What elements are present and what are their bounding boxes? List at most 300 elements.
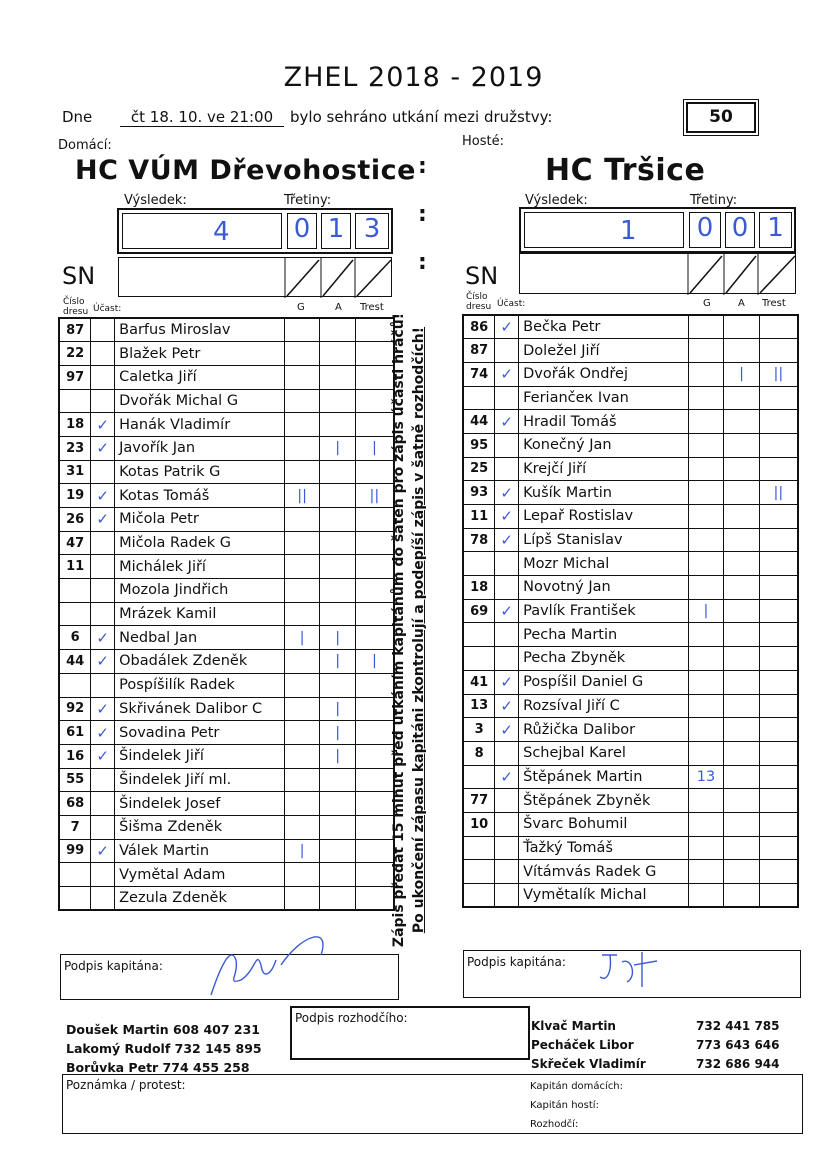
guest-period-1-cell <box>689 212 721 248</box>
home-player-a <box>320 460 356 484</box>
home-player-a <box>320 508 356 532</box>
home-player-row <box>59 697 394 721</box>
guest-player-a <box>724 647 760 671</box>
guest-player-name: Lepař Rostislav <box>519 505 689 529</box>
home-player-num: 11 <box>59 555 91 579</box>
guest-player-chk: ✓ <box>495 505 519 529</box>
guest-col-attendance: Účast: <box>497 299 526 309</box>
guest-player-row <box>463 812 798 836</box>
home-player-chk <box>91 792 115 816</box>
home-player-num: 47 <box>59 531 91 555</box>
guest-team-name: HC Tršice <box>545 153 706 188</box>
guest-player-g <box>688 860 724 884</box>
home-player-g <box>284 555 320 579</box>
home-player-name: Caletka Jiří <box>115 365 285 389</box>
home-player-a <box>320 365 356 389</box>
guest-player-row <box>463 505 798 529</box>
home-player-g <box>284 768 320 792</box>
guest-player-num <box>463 836 495 860</box>
referees-right-phones <box>696 1017 780 1074</box>
home-player-t: | <box>355 650 394 674</box>
guest-player-name: Schejbal Karel <box>519 741 689 765</box>
guest-player-t <box>759 315 798 339</box>
home-player-name: Dvořák Michal G <box>115 389 285 413</box>
home-player-num <box>59 389 91 413</box>
guest-player-t <box>759 860 798 884</box>
guest-player-row <box>463 741 798 765</box>
guest-periods-label: Třetiny: <box>690 193 738 208</box>
home-period-2-cell <box>321 213 351 249</box>
sign-labels <box>530 1077 623 1134</box>
guest-player-row <box>463 315 798 339</box>
guest-player-row <box>463 623 798 647</box>
guest-period-3: 1 <box>767 213 784 243</box>
home-player-row <box>59 342 394 366</box>
guest-captain-label: Podpis kapitána: <box>467 955 566 969</box>
guest-player-t <box>759 647 798 671</box>
home-col-penalty: Trest <box>360 302 384 313</box>
guest-player-name: Vymětalík Michal <box>519 884 689 908</box>
guest-player-a <box>724 694 760 718</box>
home-player-g <box>284 744 320 768</box>
home-col-number: Číslo dresu <box>63 297 89 317</box>
guest-player-a <box>724 505 760 529</box>
guest-player-num: 41 <box>463 670 495 694</box>
guest-player-row <box>463 386 798 410</box>
guest-player-t <box>759 576 798 600</box>
guest-player-name: Feriančeк Ivan <box>519 386 689 410</box>
home-col-a: A <box>335 302 342 313</box>
guest-sn-box <box>519 253 796 294</box>
home-periods-label: Třetiny: <box>284 193 332 208</box>
guest-player-row <box>463 694 798 718</box>
guest-player-num: 95 <box>463 433 495 457</box>
guest-player-row <box>463 457 798 481</box>
home-player-row <box>59 768 394 792</box>
home-player-g <box>284 508 320 532</box>
home-player-chk <box>91 318 115 342</box>
home-player-g <box>284 413 320 437</box>
guest-player-num: 8 <box>463 741 495 765</box>
guest-col-penalty: Trest <box>762 298 786 309</box>
home-player-g <box>284 579 320 603</box>
home-player-num: 97 <box>59 365 91 389</box>
home-player-a <box>320 815 356 839</box>
guest-player-num: 78 <box>463 528 495 552</box>
guest-player-num: 10 <box>463 812 495 836</box>
home-player-num <box>59 579 91 603</box>
guest-player-t <box>759 505 798 529</box>
guest-player-chk <box>495 836 519 860</box>
guest-player-chk <box>495 457 519 481</box>
guest-player-num: 3 <box>463 718 495 742</box>
guest-player-chk <box>495 647 519 671</box>
home-player-g <box>284 436 320 460</box>
guest-player-row <box>463 576 798 600</box>
home-player-num: 68 <box>59 792 91 816</box>
home-player-num: 16 <box>59 744 91 768</box>
home-player-g <box>284 365 320 389</box>
home-player-name: Šindelek Jiří ml. <box>115 768 285 792</box>
guest-player-row <box>463 647 798 671</box>
guest-score: 1 <box>620 216 637 246</box>
home-player-chk: ✓ <box>91 650 115 674</box>
guest-player-a <box>724 860 760 884</box>
guest-player-g <box>688 552 724 576</box>
home-player-num: 44 <box>59 650 91 674</box>
home-player-num: 19 <box>59 484 91 508</box>
guest-player-row <box>463 884 798 908</box>
home-player-chk <box>91 863 115 887</box>
guest-player-a <box>724 670 760 694</box>
guest-player-g <box>688 576 724 600</box>
home-player-t <box>355 887 394 911</box>
guest-player-a <box>724 410 760 434</box>
referee-left-3: Borůvka Petr 774 455 258 <box>66 1060 250 1075</box>
guest-player-num: 77 <box>463 789 495 813</box>
home-player-name: Zezula Zdeněk <box>115 887 285 911</box>
guest-player-num <box>463 552 495 576</box>
guest-player-name: Bečka Petr <box>519 315 689 339</box>
home-player-a <box>320 602 356 626</box>
home-player-name: Sovadina Petr <box>115 721 285 745</box>
guest-player-chk: ✓ <box>495 694 519 718</box>
home-player-g <box>284 697 320 721</box>
home-player-name: Válek Martin <box>115 839 285 863</box>
home-player-name: Hanák Vladimír <box>115 413 285 437</box>
home-player-name: Nedbal Jan <box>115 626 285 650</box>
home-player-row <box>59 626 394 650</box>
home-player-num: 26 <box>59 508 91 532</box>
home-player-name: Šišma Zdeněk <box>115 815 285 839</box>
home-player-row <box>59 721 394 745</box>
guest-player-num: 44 <box>463 410 495 434</box>
guest-player-t <box>759 599 798 623</box>
guest-player-name: Kušík Martin <box>519 481 689 505</box>
guest-player-g <box>688 339 724 363</box>
home-player-row <box>59 650 394 674</box>
home-player-t <box>355 792 394 816</box>
guest-player-chk: ✓ <box>495 481 519 505</box>
referee-right-phone-3: 732 686 944 <box>696 1057 780 1071</box>
guest-player-a <box>724 623 760 647</box>
home-player-num <box>59 863 91 887</box>
home-player-t <box>355 413 394 437</box>
guest-player-g <box>688 528 724 552</box>
home-player-chk <box>91 531 115 555</box>
home-player-name: Mičola Petr <box>115 508 285 532</box>
home-sn-box <box>118 257 392 297</box>
home-player-a: | <box>320 721 356 745</box>
guest-player-a <box>724 836 760 860</box>
home-player-g <box>284 650 320 674</box>
home-player-name: Barfus Miroslav <box>115 318 285 342</box>
guest-player-num: 69 <box>463 599 495 623</box>
guest-player-t <box>759 528 798 552</box>
guest-player-name: Štěpánek Martin <box>519 765 689 789</box>
home-player-chk <box>91 815 115 839</box>
home-player-row <box>59 863 394 887</box>
guest-player-name: Štěpánek Zbyněk <box>519 789 689 813</box>
referees-left <box>66 1020 262 1077</box>
home-player-row <box>59 436 394 460</box>
referee-right-phone-1: 732 441 785 <box>696 1019 780 1033</box>
guest-player-chk <box>495 812 519 836</box>
home-player-chk: ✓ <box>91 626 115 650</box>
home-player-g: | <box>284 839 320 863</box>
home-player-chk <box>91 555 115 579</box>
home-player-chk: ✓ <box>91 839 115 863</box>
guest-col-a: A <box>738 298 745 309</box>
home-player-g <box>284 460 320 484</box>
home-player-g <box>284 673 320 697</box>
home-player-g <box>284 792 320 816</box>
home-player-a <box>320 342 356 366</box>
guest-score-cell <box>524 212 684 248</box>
guest-col-number: Číslo dresu <box>466 292 492 312</box>
home-player-g <box>284 815 320 839</box>
guest-player-t <box>759 741 798 765</box>
home-player-num <box>59 887 91 911</box>
home-player-t <box>355 460 394 484</box>
date-suffix: bylo sehráno utkání mezi družstvy: <box>290 108 553 126</box>
home-player-chk <box>91 579 115 603</box>
guest-player-name: Dvořák Ondřej <box>519 362 689 386</box>
home-player-row <box>59 744 394 768</box>
home-player-t <box>355 318 394 342</box>
home-sn-label: SN <box>62 262 96 290</box>
home-result-box <box>117 208 393 254</box>
guest-player-t <box>759 884 798 908</box>
home-player-a <box>320 579 356 603</box>
home-player-t <box>355 555 394 579</box>
home-player-name: Skřivánek Dalibor C <box>115 697 285 721</box>
guest-player-name: Doležel Jiří <box>519 339 689 363</box>
guest-player-g <box>688 386 724 410</box>
home-player-g: || <box>284 484 320 508</box>
home-player-t <box>355 839 394 863</box>
guest-player-chk <box>495 386 519 410</box>
guest-player-chk <box>495 884 519 908</box>
guest-player-a <box>724 457 760 481</box>
guest-player-name: Růžička Dalibor <box>519 718 689 742</box>
home-player-t: | <box>355 436 394 460</box>
guest-player-t <box>759 670 798 694</box>
note-label: Poznámka / protest: <box>66 1078 186 1092</box>
guest-player-t <box>759 433 798 457</box>
guest-player-name: Pecha Zbyněk <box>519 647 689 671</box>
home-captain-signature <box>201 925 341 1005</box>
home-label: Domácí: <box>58 138 112 153</box>
home-player-num: 55 <box>59 768 91 792</box>
guest-player-chk: ✓ <box>495 670 519 694</box>
home-player-a <box>320 839 356 863</box>
guest-player-num: 11 <box>463 505 495 529</box>
guest-player-a <box>724 789 760 813</box>
guest-player-row <box>463 599 798 623</box>
referee-left-2: Lakomý Rudolf 732 145 895 <box>66 1041 262 1056</box>
guest-col-g: G <box>703 298 711 309</box>
home-player-a <box>320 887 356 911</box>
guest-player-chk: ✓ <box>495 362 519 386</box>
home-player-num <box>59 673 91 697</box>
guest-player-num <box>463 860 495 884</box>
date-value: čt 18. 10. ve 21:00 <box>120 108 284 127</box>
guest-player-g <box>688 481 724 505</box>
guest-period-2: 0 <box>731 213 749 243</box>
home-player-row <box>59 602 394 626</box>
home-player-name: Obadálek Zdeněk <box>115 650 285 674</box>
home-player-name: Javořík Jan <box>115 436 285 460</box>
home-player-row <box>59 792 394 816</box>
home-score-cell <box>122 213 282 249</box>
guest-player-num: 25 <box>463 457 495 481</box>
home-player-row <box>59 389 394 413</box>
home-player-row <box>59 815 394 839</box>
guest-player-g <box>688 670 724 694</box>
home-player-row <box>59 318 394 342</box>
home-player-num: 87 <box>59 318 91 342</box>
home-period-3: 3 <box>363 214 381 244</box>
home-player-a <box>320 484 356 508</box>
guest-player-name: Krejčí Jiří <box>519 457 689 481</box>
guest-player-t <box>759 765 798 789</box>
guest-player-name: Konečný Jan <box>519 433 689 457</box>
home-player-num: 7 <box>59 815 91 839</box>
home-player-name: Mrázek Kamil <box>115 602 285 626</box>
guest-player-g <box>688 884 724 908</box>
home-captain-label: Podpis kapitána: <box>64 959 163 973</box>
guest-player-t <box>759 836 798 860</box>
guest-player-name: Mozr Michal <box>519 552 689 576</box>
guest-player-name: Pavlík František <box>519 599 689 623</box>
side-note-line-2: Po ukončení zápasu kapitáni zkontrolují a podepíší zápis v šatně rozhodčích! <box>411 326 427 934</box>
guest-player-num: 86 <box>463 315 495 339</box>
home-player-chk <box>91 673 115 697</box>
referee-right-name-2: Pecháček Libor <box>531 1038 634 1052</box>
guest-player-g <box>688 410 724 434</box>
guest-player-row <box>463 765 798 789</box>
guest-captain-signature <box>592 947 672 997</box>
home-player-a <box>320 673 356 697</box>
home-player-chk: ✓ <box>91 508 115 532</box>
guest-player-t <box>759 694 798 718</box>
home-player-g <box>284 602 320 626</box>
guest-player-g <box>688 362 724 386</box>
guest-player-g <box>688 623 724 647</box>
date-prefix: Dne <box>62 108 93 126</box>
home-player-chk <box>91 342 115 366</box>
guest-player-g <box>688 789 724 813</box>
home-player-chk: ✓ <box>91 697 115 721</box>
guest-player-chk: ✓ <box>495 315 519 339</box>
home-player-t <box>355 531 394 555</box>
home-player-chk: ✓ <box>91 721 115 745</box>
guest-player-g: | <box>688 599 724 623</box>
referee-left-1: Doušek Martin 608 407 231 <box>66 1022 260 1037</box>
home-player-a <box>320 413 356 437</box>
guest-player-g <box>688 741 724 765</box>
home-player-row <box>59 839 394 863</box>
guest-player-a <box>724 552 760 576</box>
home-player-g <box>284 721 320 745</box>
home-player-a: | <box>320 650 356 674</box>
guest-player-a <box>724 386 760 410</box>
guest-player-a <box>724 528 760 552</box>
guest-player-t: || <box>759 362 798 386</box>
home-player-g <box>284 863 320 887</box>
home-period-1-cell <box>287 213 317 249</box>
home-player-name: Pospíšilík Radek <box>115 673 285 697</box>
guest-player-chk <box>495 860 519 884</box>
guest-player-row <box>463 670 798 694</box>
guest-player-a: | <box>724 362 760 386</box>
guest-player-chk <box>495 623 519 647</box>
sign-label-referee: Rozhodčí: <box>530 1119 579 1130</box>
home-player-t <box>355 768 394 792</box>
home-player-t <box>355 342 394 366</box>
guest-captain-box <box>463 950 801 998</box>
home-player-row <box>59 413 394 437</box>
guest-player-t <box>759 718 798 742</box>
guest-player-chk <box>495 741 519 765</box>
referees-right-names <box>531 1017 646 1074</box>
home-team-name: HC VÚM Dřevohostice <box>75 155 416 186</box>
home-player-chk <box>91 460 115 484</box>
sign-label-home-captain: Kapitán domácích: <box>530 1081 624 1092</box>
home-player-t <box>355 697 394 721</box>
guest-player-t <box>759 457 798 481</box>
home-player-g <box>284 389 320 413</box>
guest-player-num <box>463 386 495 410</box>
home-player-t <box>355 815 394 839</box>
home-player-num: 23 <box>59 436 91 460</box>
home-player-a <box>320 768 356 792</box>
guest-player-g: 13 <box>688 765 724 789</box>
guest-player-chk <box>495 552 519 576</box>
guest-player-a <box>724 339 760 363</box>
home-player-t <box>355 602 394 626</box>
guest-player-row <box>463 339 798 363</box>
match-number: 50 <box>686 102 756 133</box>
home-player-name: Kotas Patrik G <box>115 460 285 484</box>
guest-sn-label: SN <box>465 262 499 290</box>
guest-player-g <box>688 505 724 529</box>
guest-player-t <box>759 410 798 434</box>
home-player-row <box>59 460 394 484</box>
home-player-name: Mozola Jindřich <box>115 579 285 603</box>
guest-player-name: Rozsíval Jiří C <box>519 694 689 718</box>
referee-right-name-3: Skřeček Vladimír <box>531 1057 646 1071</box>
home-player-row <box>59 555 394 579</box>
home-player-row <box>59 508 394 532</box>
guest-player-a <box>724 433 760 457</box>
home-sn-slashes <box>119 258 393 298</box>
guest-player-g <box>688 457 724 481</box>
guest-player-name: Lípš Stanislav <box>519 528 689 552</box>
guest-player-t <box>759 339 798 363</box>
guest-label: Hosté: <box>462 134 504 149</box>
colon-divider: : : : <box>418 154 427 275</box>
guest-player-a <box>724 481 760 505</box>
guest-player-a <box>724 812 760 836</box>
guest-player-row <box>463 433 798 457</box>
home-player-num: 18 <box>59 413 91 437</box>
guest-player-a <box>724 765 760 789</box>
home-player-a: | <box>320 626 356 650</box>
guest-result-label: Výsledek: <box>525 193 588 208</box>
guest-sn-slashes <box>520 254 797 295</box>
